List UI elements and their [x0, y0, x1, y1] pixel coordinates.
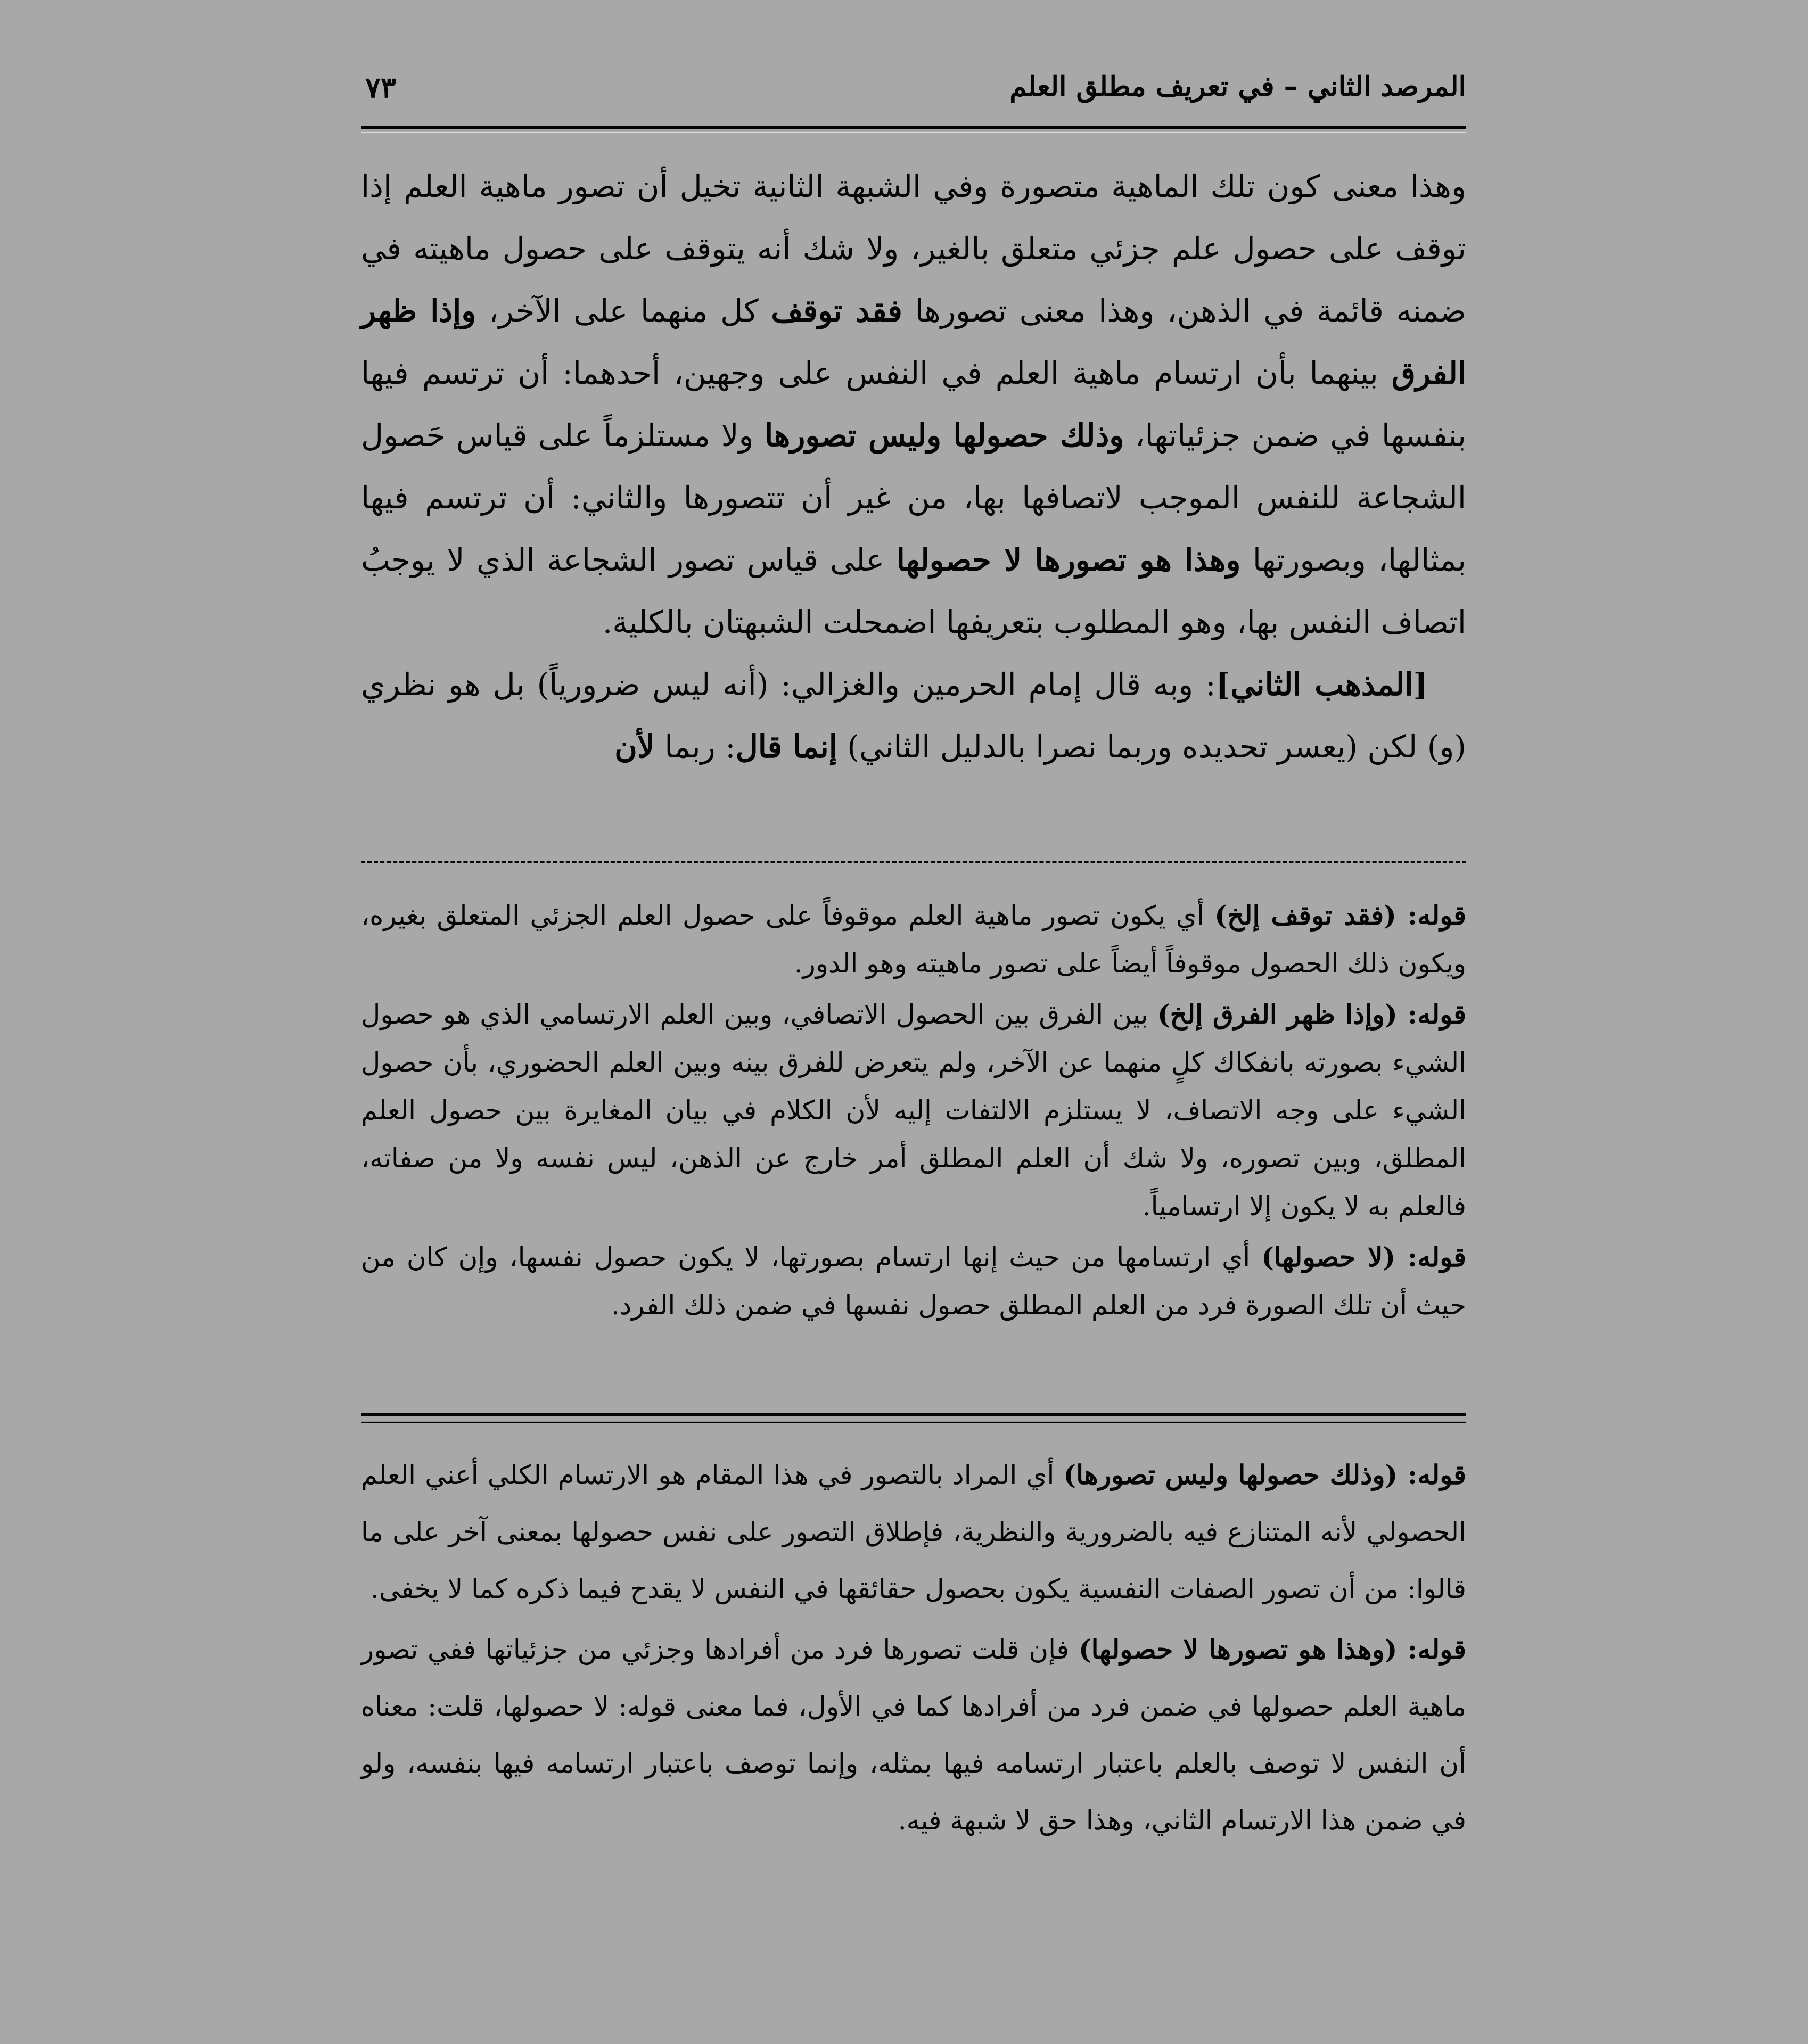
main-paragraph-one — [361, 155, 1466, 654]
bold-phrase: إنما قال — [735, 729, 837, 765]
bold-phrase: وإذا ظهر الفرق — [361, 293, 1466, 391]
main-text-block — [361, 155, 1466, 853]
bold-phrase: وهذا هو تصورها لا حصولها — [896, 542, 1241, 578]
commentary-quote: (وإذا ظهر الفرق إلخ) — [1157, 999, 1398, 1030]
commentary-divider-highlight — [361, 1421, 1466, 1422]
commentary-entry — [361, 991, 1466, 1230]
main-commentary-divider — [361, 861, 1466, 863]
bold-phrase: وذلك حصولها وليس تصورها — [765, 417, 1124, 454]
bold-phrase: لأن — [614, 729, 655, 765]
main-text-run: : ربما — [654, 729, 736, 765]
commentary-label: قوله: — [1397, 1634, 1467, 1665]
bold-phrase: فقد توقف — [771, 293, 902, 329]
main-text-run: : وبه قال إمام الحرمين والغزالي: (أنه ليس ضرورياً) بل هو نظري (و) لكن (يعسر تحديده وربما نصرا بالدليل الثاني) — [361, 666, 1466, 765]
main-text-run: وهذا معنى كون تلك الماهية متصورة وفي الشبهة الثانية تخيل أن تصور ماهية العلم إذا توقف على حصول علم جزئي متعلق بالغير، ولا شك أنه يتوقف على حصول ماهيته في ضمنه قائمة في الذهن، وهذا معنى تصورها — [361, 168, 1466, 329]
section-label: [المذهب الثاني] — [1215, 666, 1428, 703]
commentary-text: فإن قلت تصورها فرد من أفرادها وجزئي من جزئياتها ففي تصور ماهية العلم حصولها في ضمن فرد من أفرادها كما في الأول، فما معنى قوله: لا حصولها، قلت: معناه أن النفس لا توصف بالعلم باعتبار ارتسامه فيها بمثله، وإنما توصف باعتبار ارتسامه فيها بنفسه، ولو في ضمن هذا الارتسام الثاني، وهذا حق لا شبهة فيه. — [361, 1634, 1466, 1836]
commentary-quote: (وذلك حصولها وليس تصورها) — [1063, 1459, 1398, 1490]
commentary-entry — [361, 892, 1466, 987]
commentary-quote: (وهذا هو تصورها لا حصولها) — [1079, 1634, 1398, 1665]
commentary-label: قوله: — [1396, 900, 1466, 931]
main-text-run: بينهما بأن ارتسام ماهية العلم في النفس على وجهين، أحدهما: أن ترتسم فيها بنفسها في ضمن جزئياتها، — [361, 355, 1466, 454]
commentary-text: أي المراد بالتصور في هذا المقام هو الارتسام الكلي أعني العلم الحصولي لأنه المتنازع فيه بالضرورية والنظرية، فإطلاق التصور على نفس حصولها بمعنى آخر على ما قالوا: من أن تصور الصفات النفسية يكون بحصول حقائقها في النفس لا يقدح فيما ذكره كما لا يخفى. — [361, 1460, 1466, 1604]
commentary-quote: (لا حصولها) — [1261, 1241, 1396, 1273]
page-number: ٧٣ — [365, 70, 397, 104]
commentary-entry — [361, 1233, 1466, 1329]
header-rule-highlight — [361, 132, 1466, 133]
main-text-run: ولا مستلزماً على قياس حَصول الشجاعة للنفس الموجب لاتصافها بها، من غير أن تتصورها والثاني: أن ترتسم فيها بمثالها، وبصورتها — [361, 417, 1466, 578]
commentary-block-one — [361, 892, 1466, 1397]
commentary-text: أي يكون تصور ماهية العلم موقوفاً على حصول العلم الجزئي المتعلق بغيره، ويكون ذلك الحصول موقوفاً أيضاً على تصور ماهيته وهو الدور. — [361, 900, 1466, 979]
commentary-text: بين الفرق بين الحصول الاتصافي، وبين العلم الارتسامي الذي هو حصول الشيء بصورته بانفكاك كلٍ منهما عن الآخر، ولم يتعرض للفرق بينه وبين العلم الحضوري، بأن حصول الشيء على وجه الاتصاف، لا يستلزم الالتفات إليه لأن الكلام في بيان المغايرة بين حصول العلم المطلق، وبين تصوره، ولا شك أن العلم المطلق أمر خارج عن الذهن، ليس نفسه ولا من صفاته، فالعلم به لا يكون إلا ارتسامياً. — [361, 999, 1466, 1222]
commentary-label: قوله: — [1397, 999, 1466, 1030]
commentary-entry — [361, 1621, 1466, 1849]
commentary-label: قوله: — [1395, 1241, 1466, 1273]
header-rule — [361, 126, 1466, 129]
page-header — [361, 70, 1466, 121]
running-title: المرصد الثاني – في تعريف مطلق العلم — [1009, 70, 1466, 103]
commentary-label: قوله: — [1398, 1459, 1467, 1490]
commentary-block-two — [361, 1446, 1466, 1872]
main-text-run: كل منهما على الآخر، — [476, 293, 771, 329]
commentary-quote: (فقد توقف إلخ) — [1214, 900, 1396, 931]
commentary-text: أي ارتسامها من حيث إنها ارتسام بصورتها، لا يكون حصول نفسها، وإن كان من حيث أن تلك الصورة فرد من العلم المطلق حصول نفسها في ضمن ذلك الفرد. — [361, 1242, 1466, 1321]
main-text-run: على قياس تصور الشجاعة الذي لا يوجبُ اتصاف النفس بها، وهو المطلوب بتعريفها اضمحلت الشبهتان بالكلية. — [361, 542, 1466, 640]
main-paragraph-two — [361, 654, 1466, 778]
commentary-entry — [361, 1446, 1466, 1618]
